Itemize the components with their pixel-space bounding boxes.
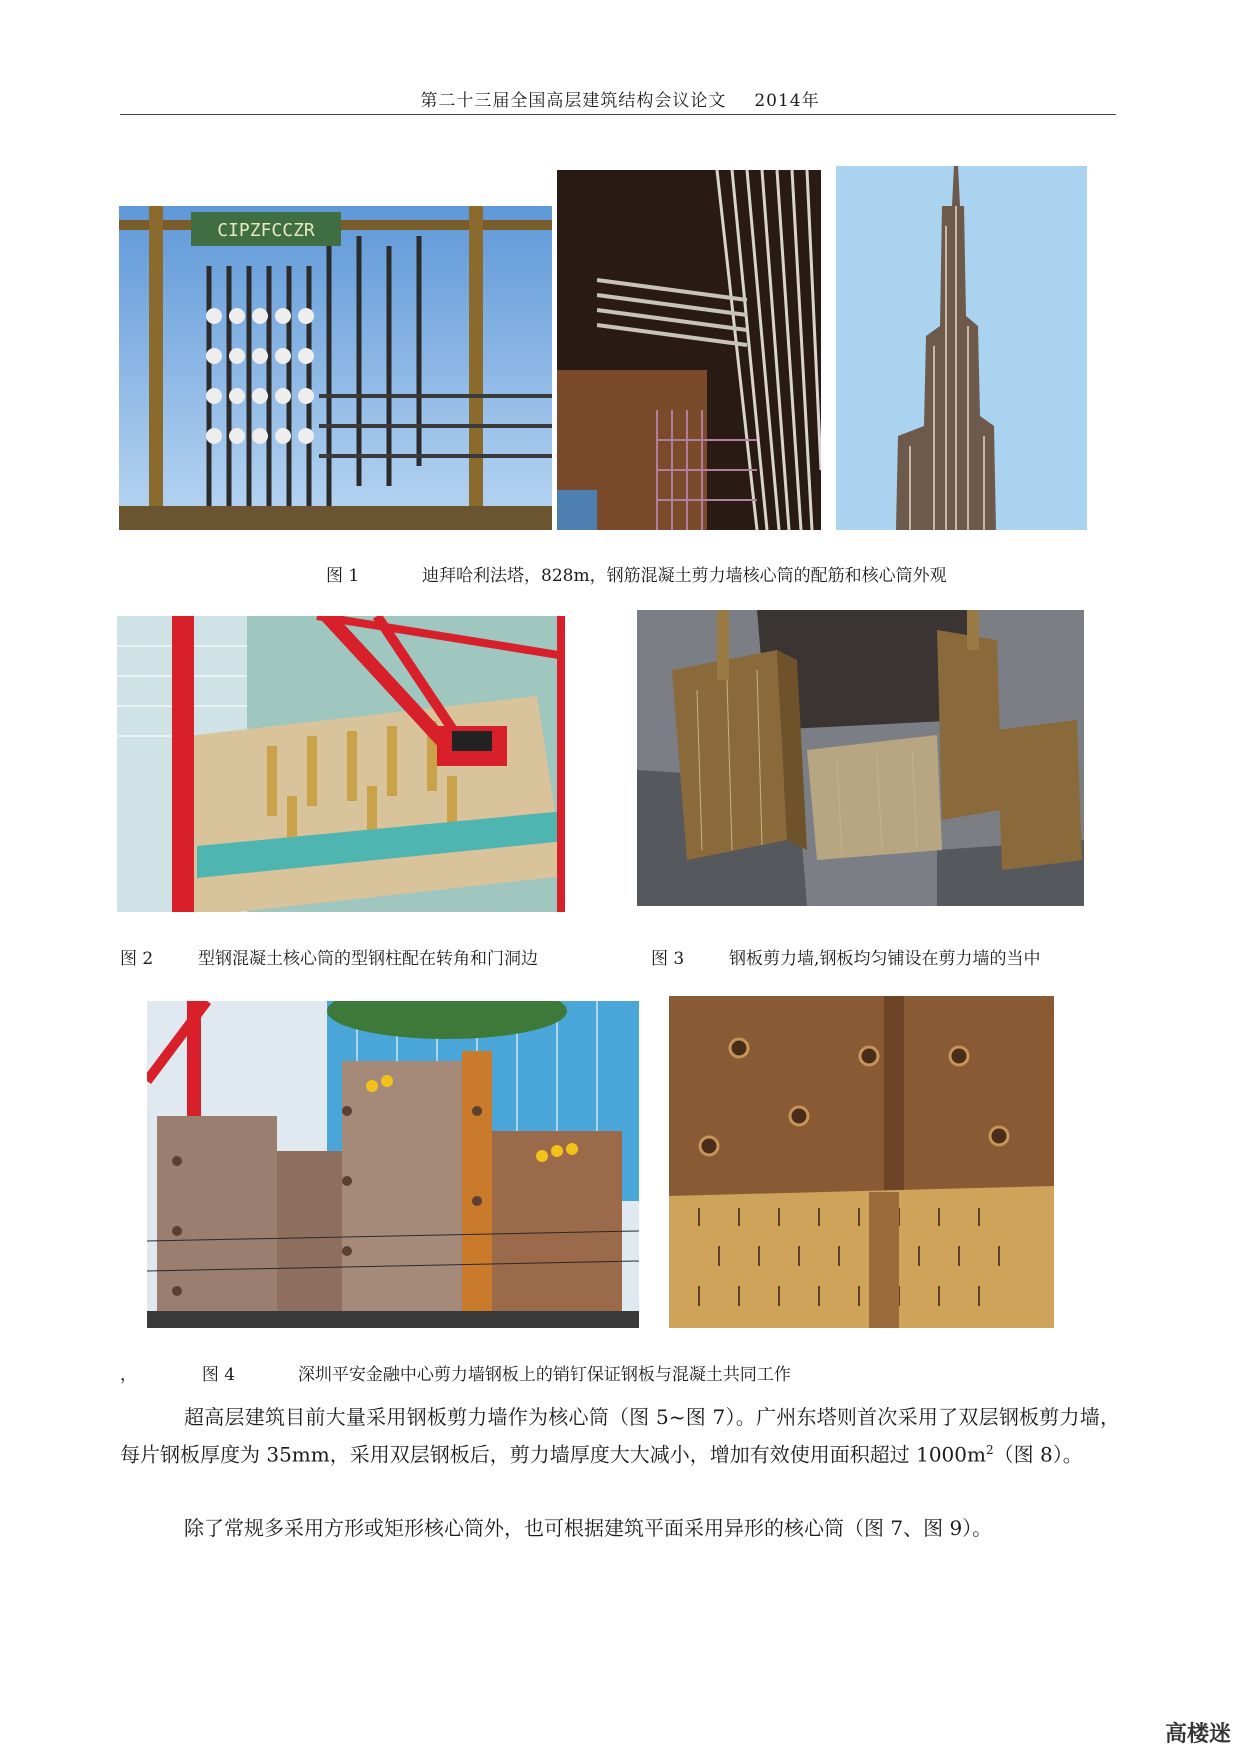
fig1-burj-khalifa-photo: [836, 166, 1087, 530]
header-title: 第二十三届全国高层建筑结构会议论文: [420, 91, 727, 111]
gaoloumi-watermark-logo: [1165, 1717, 1231, 1748]
paragraph-1-tail: （图 8）。: [993, 1442, 1083, 1467]
fig4-text: 深圳平安金融中心剪力墙钢板上的销钉保证钢板与混凝土共同工作: [297, 1365, 791, 1385]
watermark-text: 高楼迷: [1164, 1722, 1231, 1747]
fig1-rebar-cage-photo: [119, 206, 552, 530]
fig2-caption: [120, 944, 538, 969]
paragraph-steel-plate-walls: [120, 1401, 1120, 1472]
page-header: [120, 86, 1120, 111]
fig3-number: 图 3: [651, 949, 685, 969]
paragraph-2-text: 除了常规多采用方形或矩形核心筒外，也可根据建筑平面采用异形的核心筒（图 7、图 9）。: [184, 1516, 993, 1540]
header-rule: [120, 114, 1116, 115]
fig1-site-sign: CIPZFCCZR: [217, 220, 315, 241]
fig2-text: 型钢混凝土核心筒的型钢柱配在转角和门洞边: [198, 949, 539, 969]
fig2-number: 图 2: [120, 949, 154, 969]
fig3-steel-plate-wall-photo: [637, 610, 1084, 906]
fig2-src-core-tube-photo: [117, 616, 565, 912]
paragraph-special-shaped-core: [120, 1512, 1120, 1545]
fig4-pingan-steel-walls-photo: [147, 1001, 639, 1328]
paragraph-1-text: 超高层建筑目前大量采用钢板剪力墙作为核心筒（图 5~图 7）。广州东塔则首次采用了双层钢板剪力墙，每片钢板厚度为 35mm，采用双层钢板后，剪力墙厚度大大减小，增加有效使用面积超过 1000m: [120, 1405, 1120, 1467]
header-year: 2014年: [754, 91, 820, 111]
fig1-number: 图 1: [326, 566, 360, 586]
paragraph-1-superscript: 2: [985, 1443, 994, 1457]
fig4-prefix: ，: [120, 1365, 137, 1385]
fig4-caption: [120, 1360, 791, 1385]
fig1-caption: [326, 561, 947, 586]
fig3-caption: [651, 944, 1040, 969]
fig1-text: 迪拜哈利法塔，828m，钢筋混凝土剪力墙核心筒的配筋和核心筒外观: [422, 566, 947, 586]
fig3-text: 钢板剪力墙,钢板均匀铺设在剪力墙的当中: [729, 949, 1041, 969]
fig4-shear-stud-closeup-photo: [669, 996, 1054, 1328]
fig1-core-wall-rebar-photo: [557, 170, 821, 530]
fig4-number: 图 4: [201, 1365, 236, 1385]
